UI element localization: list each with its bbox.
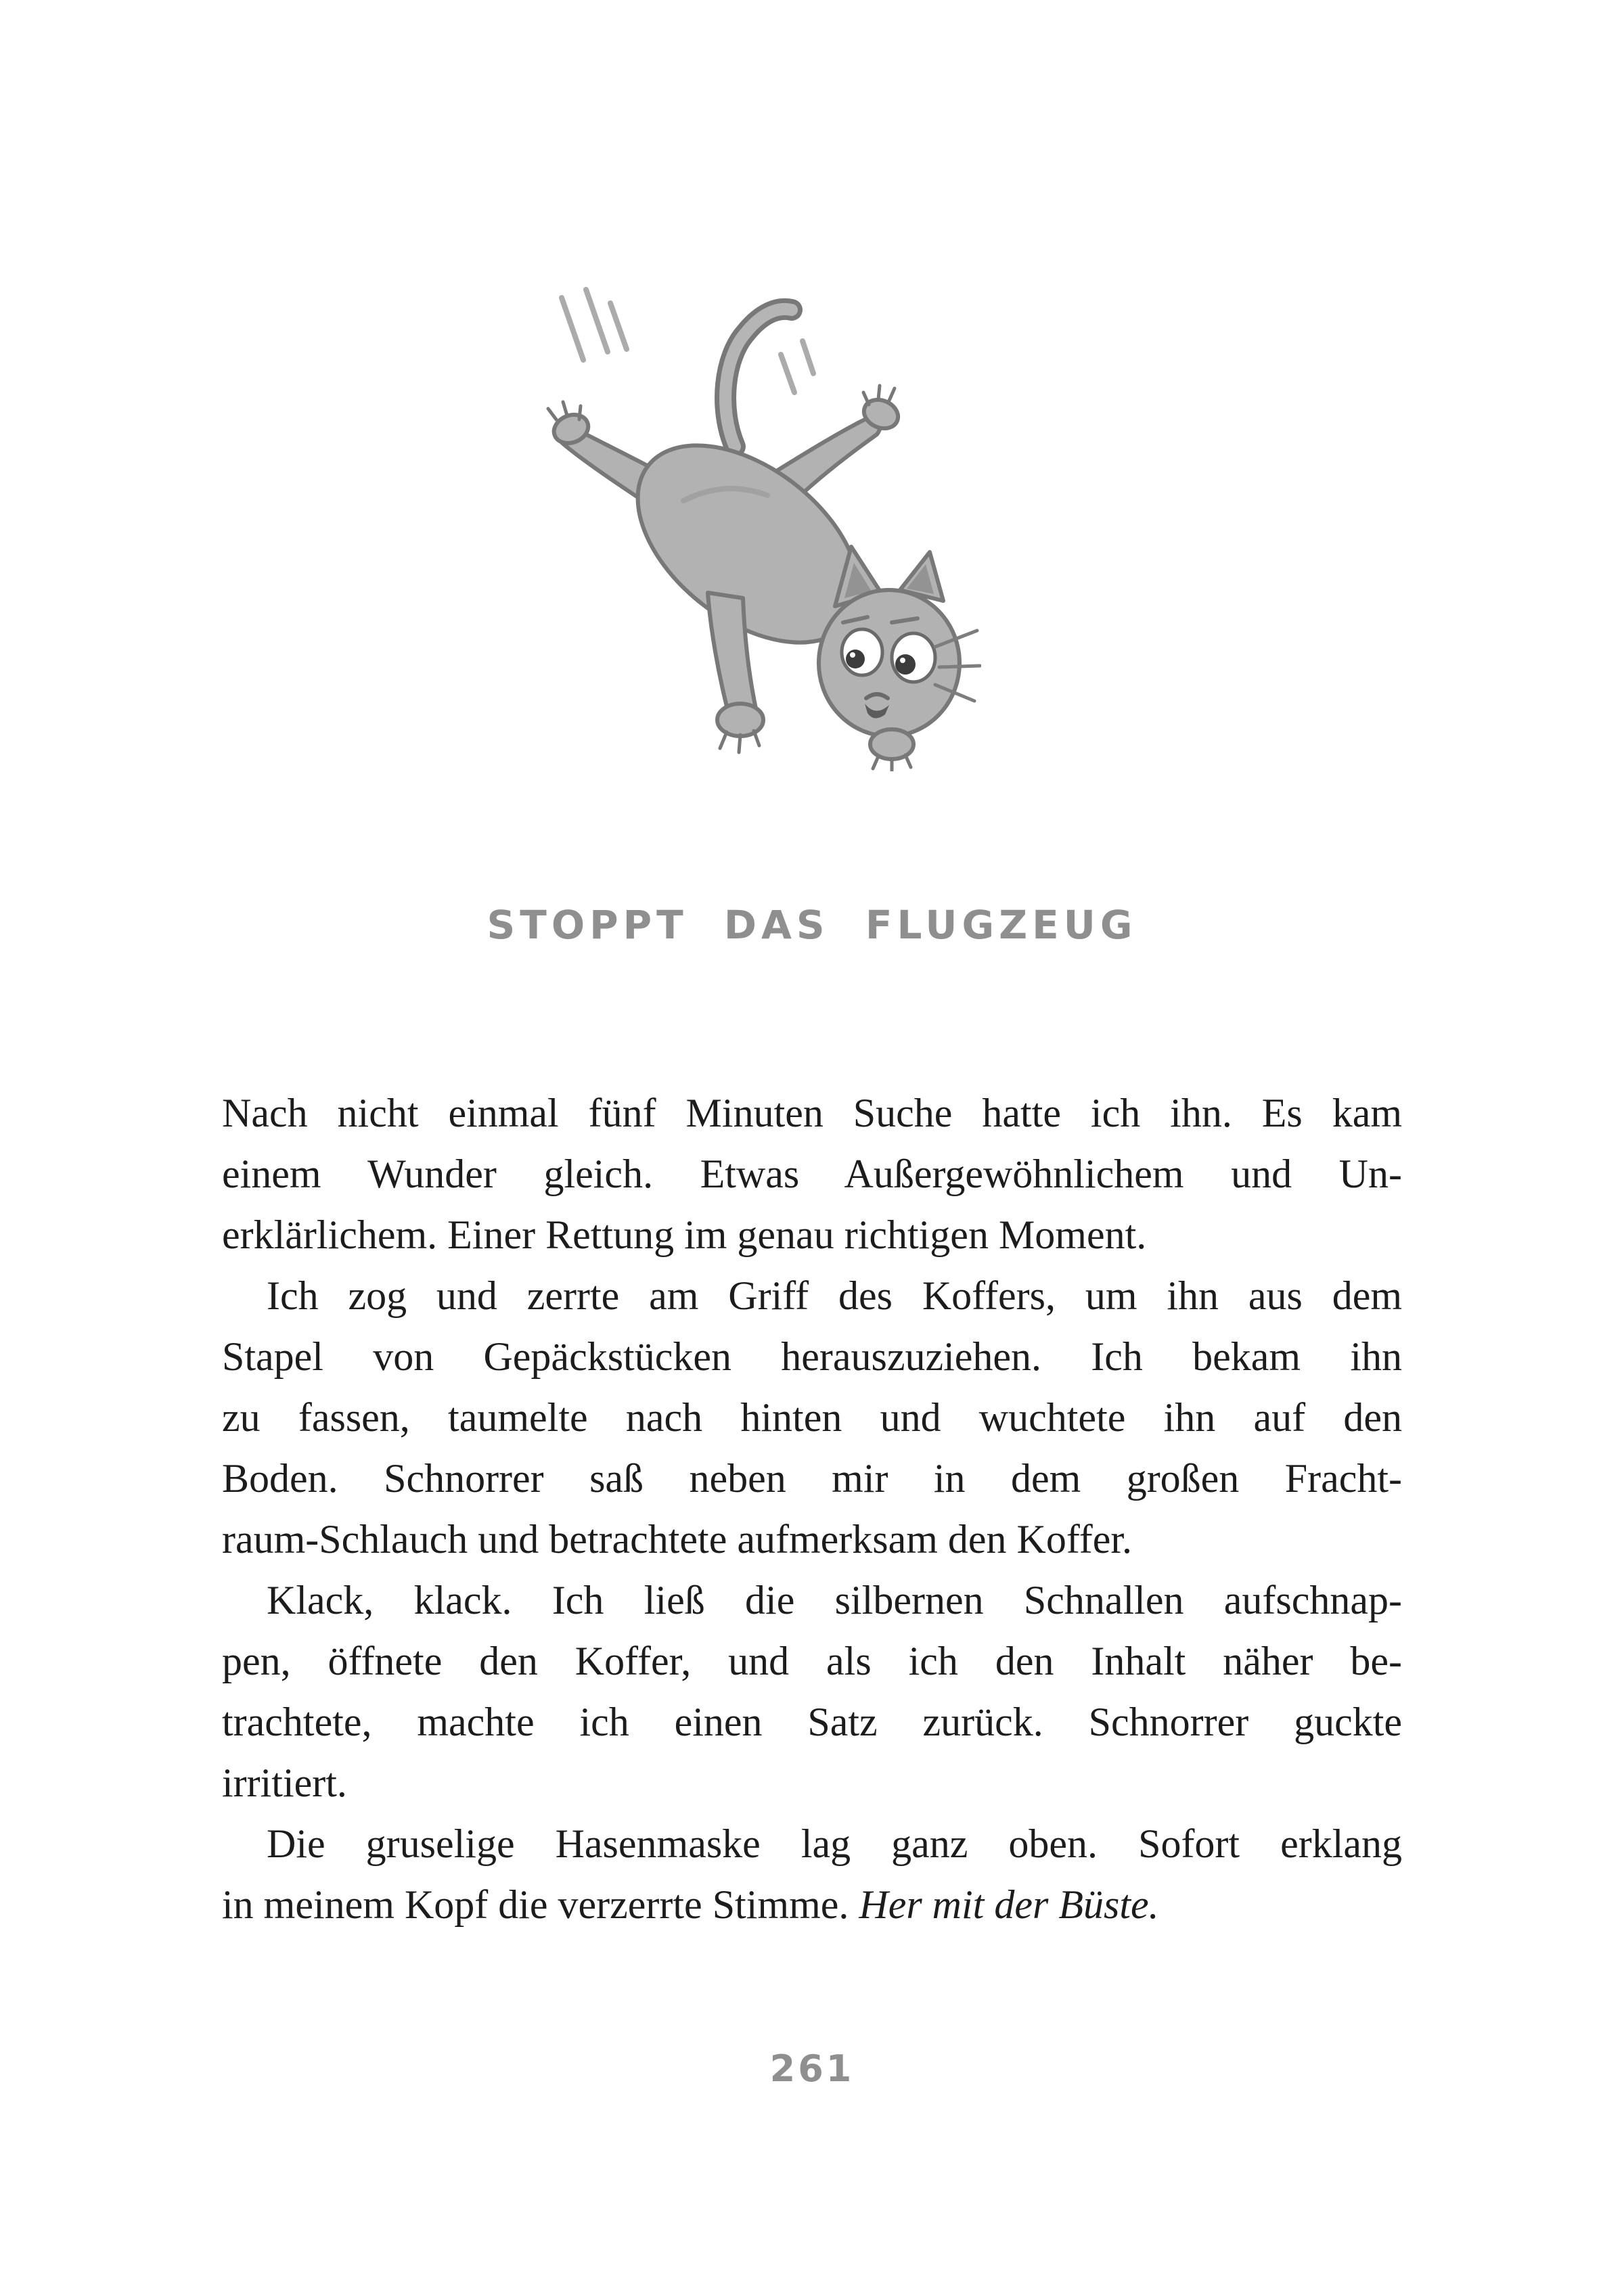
text-segment: erklärlichem. Einer Rettung im genau richtigen Moment. — [222, 1212, 1147, 1257]
text-segment: Stapel von Gepäckstücken herauszuziehen. Ich bekam ihn — [222, 1334, 1402, 1379]
text-line — [222, 1874, 1402, 1935]
text-line — [222, 1691, 1402, 1752]
text-segment: irritiert. — [222, 1760, 347, 1805]
paragraph — [222, 1813, 1402, 1935]
text-segment: zu fassen, taumelte nach hinten und wuchtete ihn auf den — [222, 1395, 1402, 1440]
text-line — [222, 1265, 1402, 1326]
text-segment: in meinem Kopf die verzerrte Stimme. — [222, 1882, 859, 1927]
text-segment: Boden. Schnorrer saß neben mir in dem großen Fracht- — [222, 1456, 1402, 1501]
falling-cat-illustration — [535, 284, 981, 771]
text-segment: Nach nicht einmal fünf Minuten Suche hatte ich ihn. Es kam — [222, 1091, 1402, 1135]
text-line — [222, 1387, 1402, 1448]
text-line — [222, 1448, 1402, 1509]
text-line — [222, 1813, 1402, 1874]
falling-cat-drawing — [535, 284, 981, 771]
text-segment: einem Wunder gleich. Etwas Außergewöhnlichem und Un- — [222, 1152, 1402, 1196]
text-segment: pen, öffnete den Koffer, und als ich den Inhalt näher be- — [222, 1639, 1402, 1683]
text-line — [222, 1083, 1402, 1143]
chapter-heading: STOPPT DAS FLUGZEUG — [487, 902, 1137, 948]
cat-front-paw-right — [870, 729, 914, 771]
text-line — [222, 1326, 1402, 1387]
cat-head — [819, 547, 980, 736]
text-line — [222, 1752, 1402, 1813]
text-line — [222, 1204, 1402, 1265]
page-number: 261 — [769, 2047, 855, 2090]
paragraph — [222, 1265, 1402, 1570]
text-line — [222, 1143, 1402, 1204]
text-segment: trachtete, machte ich einen Satz zurück. Schnorrer guckte — [222, 1700, 1402, 1744]
text-segment: raum-Schlauch und betrachtete aufmerksam den Koffer. — [222, 1517, 1133, 1562]
text-segment: Klack, klack. Ich ließ die silbernen Schnallen aufschnap- — [267, 1578, 1402, 1622]
text-line — [222, 1570, 1402, 1631]
text-segment: Her mit der Büste. — [859, 1882, 1159, 1927]
text-segment: Die gruselige Hasenmaske lag ganz oben. Sofort erklang — [267, 1821, 1402, 1866]
paragraph — [222, 1570, 1402, 1813]
cat-tail — [725, 309, 792, 447]
text-line — [222, 1631, 1402, 1691]
paragraph — [222, 1083, 1402, 1265]
body-text — [222, 1083, 1402, 1935]
text-segment: Ich zog und zerrte am Griff des Koffers, um ihn aus dem — [267, 1273, 1402, 1318]
text-line — [222, 1509, 1402, 1570]
